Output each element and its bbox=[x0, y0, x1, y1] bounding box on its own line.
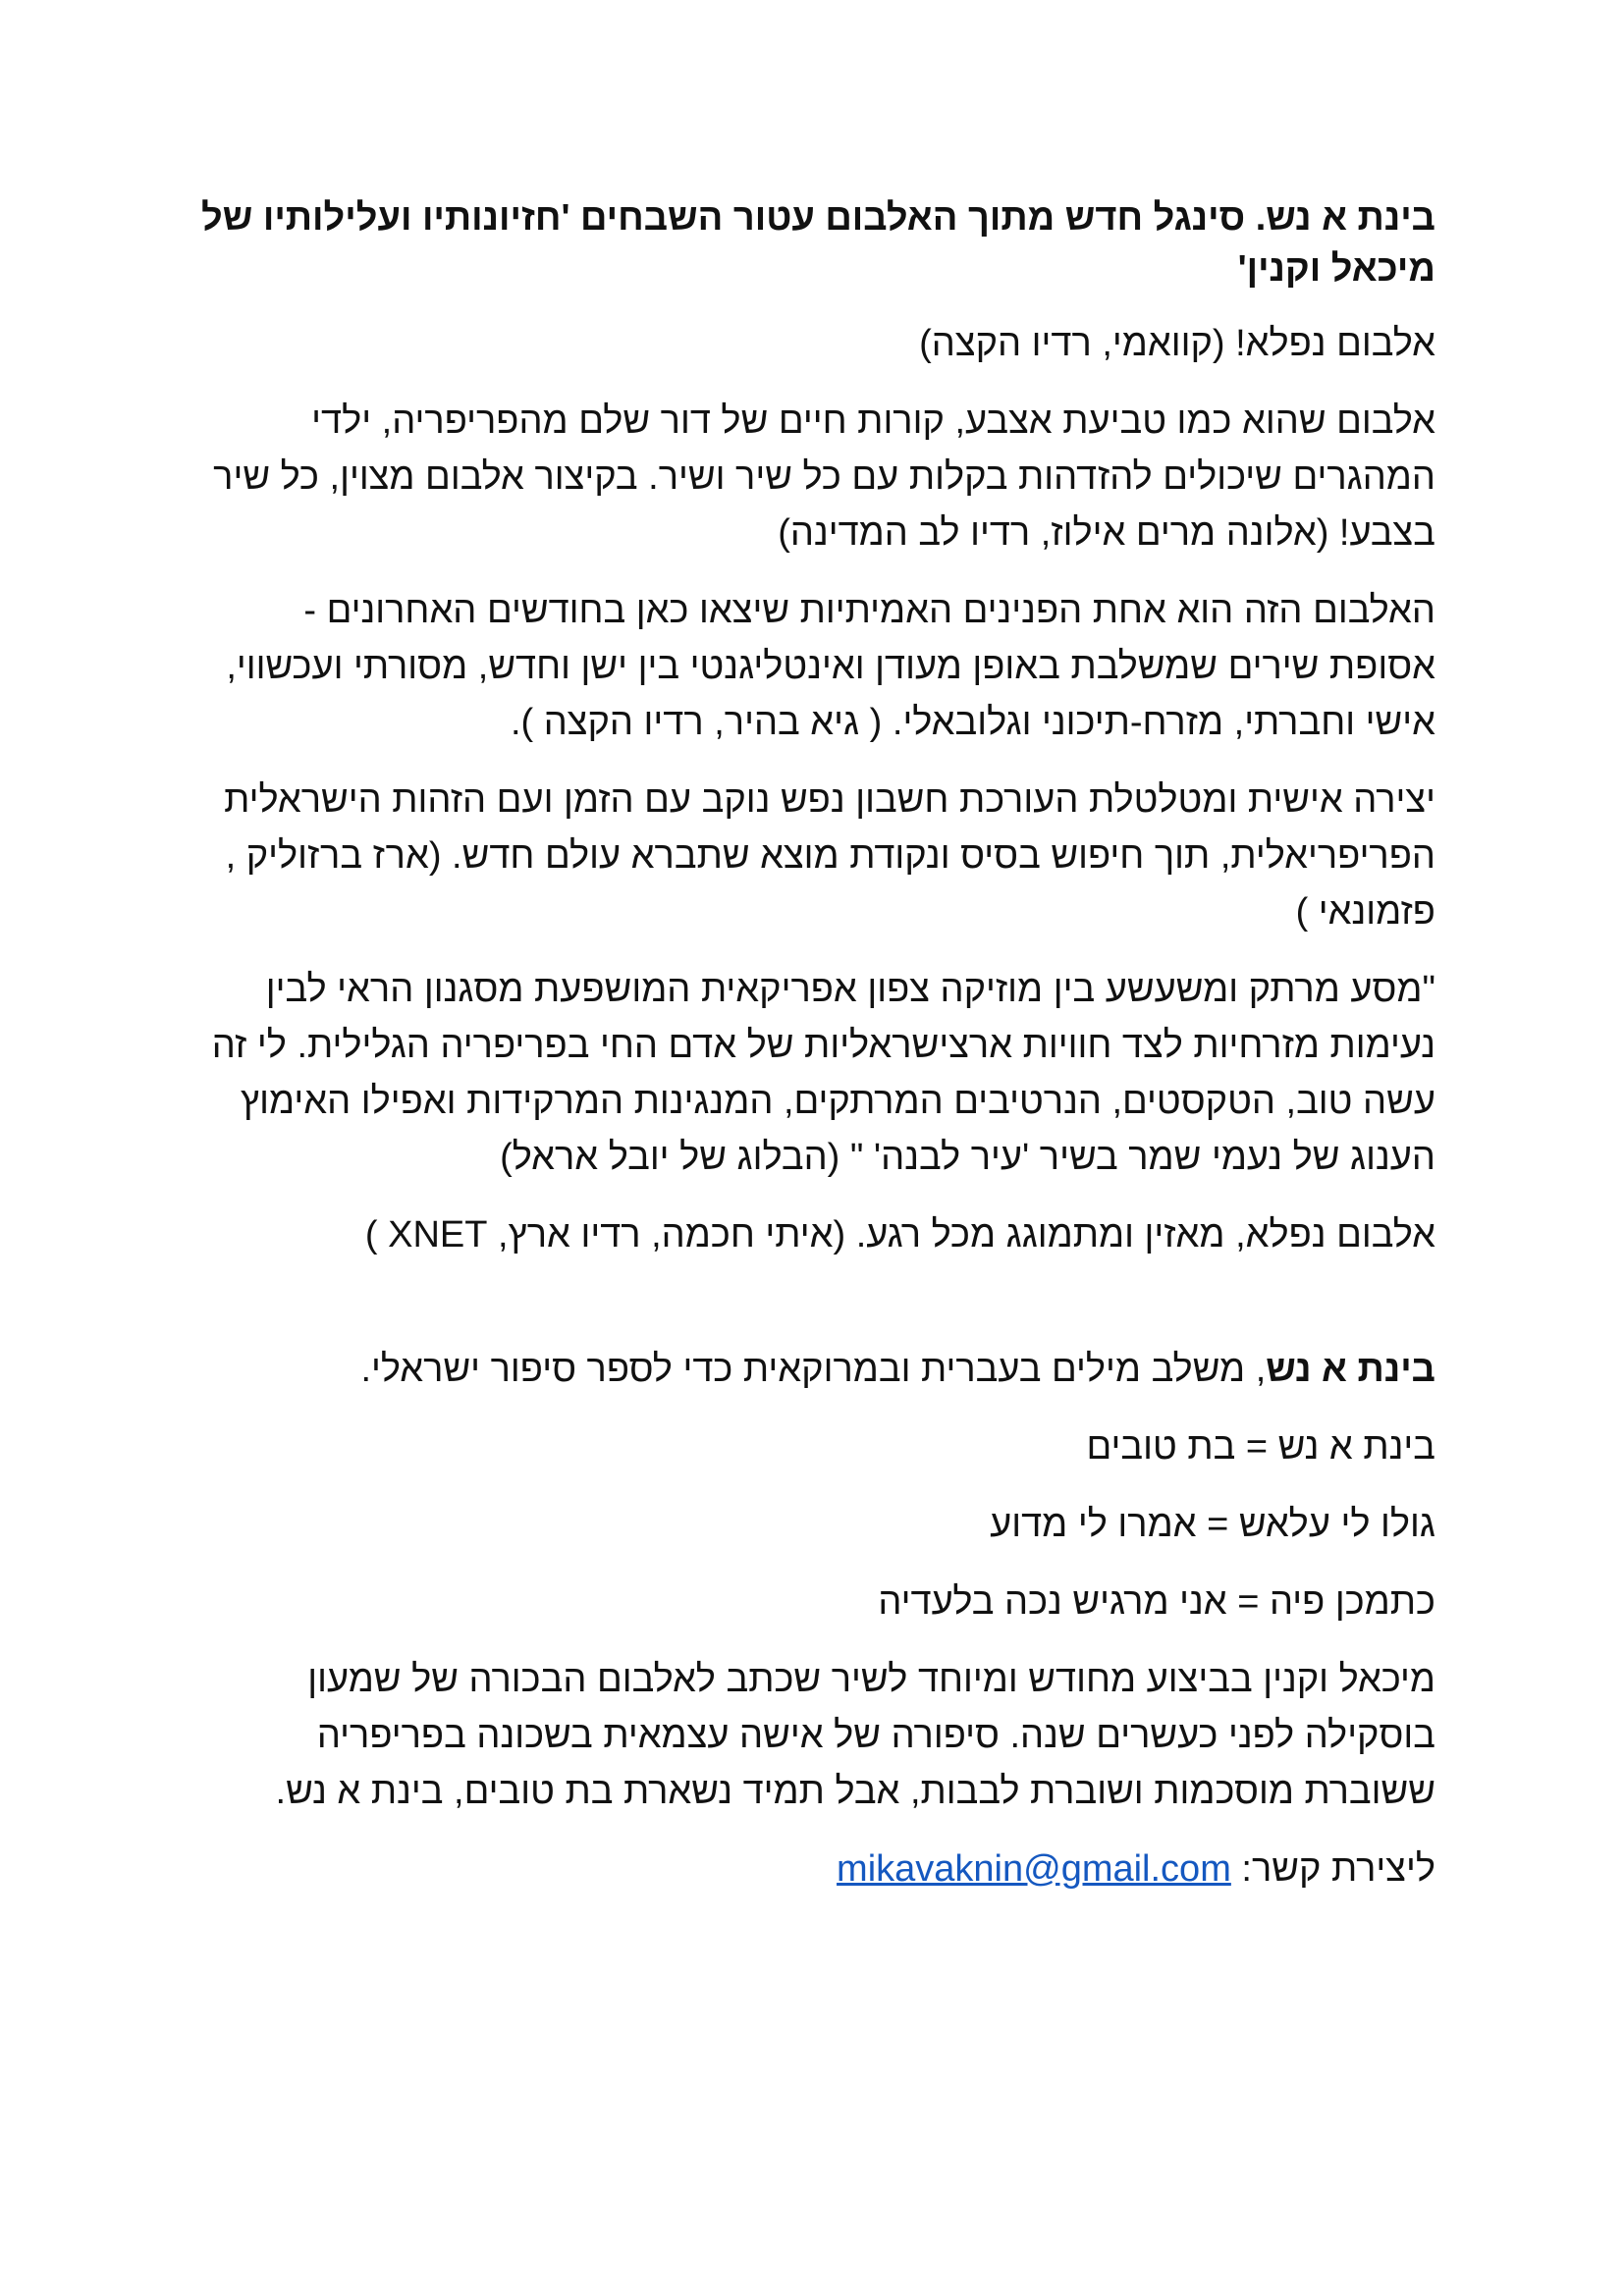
document-page bbox=[196, 192, 1435, 1919]
section-spacer bbox=[196, 1285, 1435, 1342]
review-paragraph: האלבום הזה הוא אחת הפנינים האמיתיות שיצאו כאן בחודשים האחרונים - אסופת שירים שמשלבת באופן מעודן ואינטליגנטי בין ישן וחדש, מסורתי ועכשווי, אישי וחברתי, מזרח-תיכוני וגלובאלי. ( גיא בהיר, רדיו הקצה ). bbox=[226, 590, 1435, 743]
contact-line bbox=[196, 1842, 1435, 1897]
song-intro-text: , משלב מילים בעברית ובמרוקאית כדי לספר סיפור ישראלי. bbox=[360, 1349, 1267, 1390]
translation-line: כתמכן פיה = אני מרגיש נכה בלעדיה bbox=[878, 1581, 1435, 1623]
review-paragraph: אלבום שהוא כמו טביעת אצבע, קורות חיים של דור שלם מהפריפריה, ילדי המהגרים שיכולים להזדהות בקלות עם כל שיר ושיר. בקיצור אלבום מצוין, כל שיר בצבע! (אלונה מרים אילוז, רדיו לב המדינה) bbox=[213, 400, 1435, 554]
review-paragraph: אלבום נפלא! (קוואמי, רדיו הקצה) bbox=[919, 323, 1435, 364]
contact-label: ליצירת קשר: bbox=[1230, 1848, 1435, 1890]
contact-email-link[interactable]: mikavaknin@gmail.com bbox=[837, 1848, 1231, 1890]
song-intro-paragraph bbox=[196, 1342, 1435, 1398]
review-paragraph: "מסע מרתק ומשעשע בין מוזיקה צפון אפריקאית המושפעת מסגנון הראי לבין נעימות מזרחיות לצד חוויות ארצישראליות של אדם החי בפריפריה הגלילית. לי זה עשה טוב, הטקסטים, הנרטיבים המרתקים, המנגינות המרקידות ואפילו האימוץ הענוג של נעמי שמר בשיר 'עיר לבנה' " (הבלוג של יובל אראל) bbox=[211, 969, 1435, 1178]
translation-line: גולו לי עלאש = אמרו לי מדוע bbox=[990, 1504, 1435, 1545]
review-paragraph: יצירה אישית ומטלטלת העורכת חשבון נפש נוקב עם הזמן ועם הזהות הישראלית הפריפריאלית, תוך חיפוש בסיס ונקודת מוצא שתברא עולם חדש. (ארז ברזוליק , פזמונאי ) bbox=[224, 779, 1435, 933]
translation-line: בינת א נש = בת טובים bbox=[1086, 1426, 1435, 1468]
song-name: בינת א נש bbox=[1266, 1349, 1435, 1390]
document-title: בינת א נש. סינגל חדש מתוך האלבום עטור השבחים 'חזיונותיו ועלילותיו של מיכאל וקנין' bbox=[200, 197, 1435, 290]
song-description: מיכאל וקנין בביצוע מחודש ומיוחד לשיר שכתב לאלבום הבכורה של שמעון בוסקילה לפני כעשרים שנה. סיפורה של אישה עצמאית בשכונה בפריפריה ששוברת מוסכמות ושוברת לבבות, אבל תמיד נשארת בת טובים, בינת א נש. bbox=[275, 1659, 1435, 1812]
review-paragraph: אלבום נפלא, מאזין ומתמוגג מכל רגע. (איתי חכמה, רדיו ארץ, XNET ) bbox=[364, 1214, 1435, 1255]
